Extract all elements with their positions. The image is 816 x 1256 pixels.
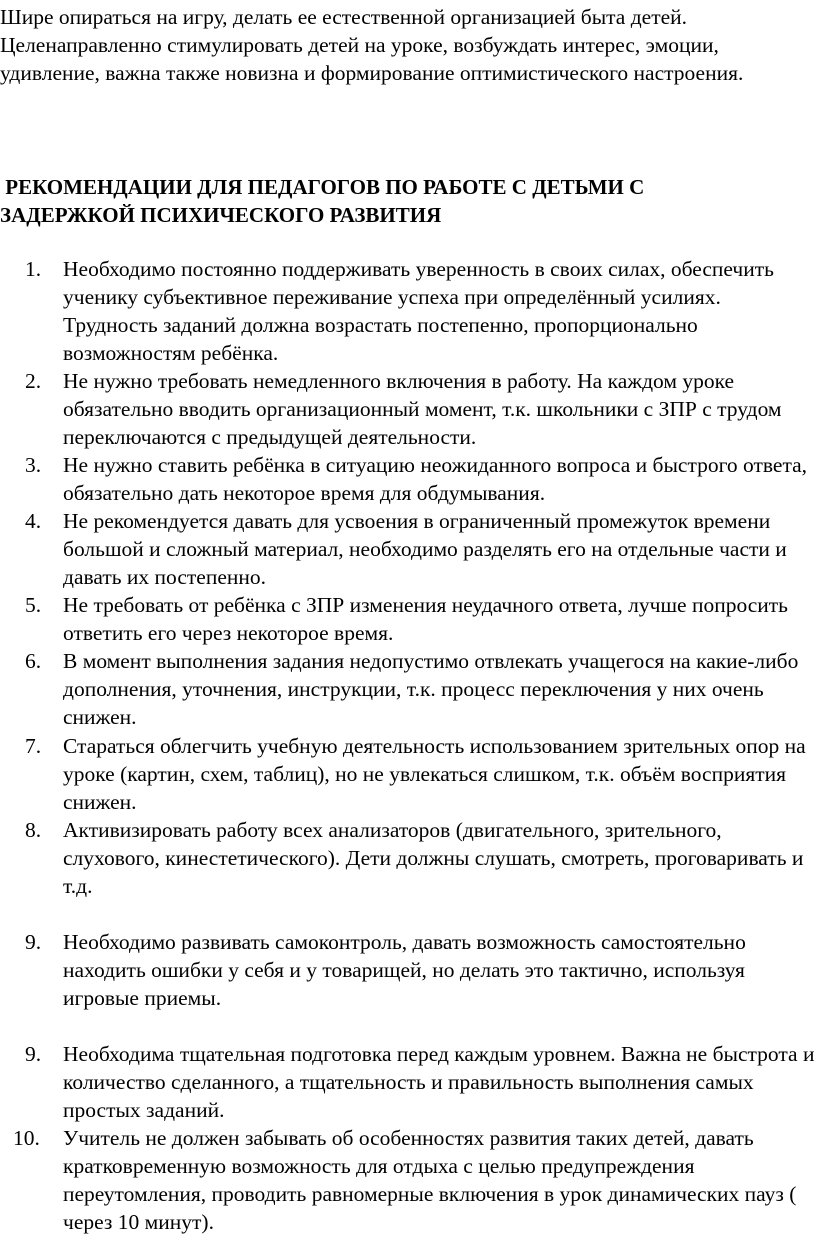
list-item-3 (0, 451, 812, 507)
list-item-5 (0, 591, 812, 647)
list-item-number: 1. (25, 257, 42, 281)
list-item-8 (0, 816, 812, 900)
list-item-number: 4. (25, 509, 42, 533)
list-item-text: Не нужно требовать немедленного включения в работу. На каждом уроке обязательно вводить организационный момент, т.к. школьники с ЗПР с трудом переключаются с предыдущей деятельности. (63, 369, 782, 449)
list-item-4 (0, 507, 812, 591)
list-item-number: 5. (25, 593, 42, 617)
list-item-1 (0, 255, 812, 367)
section-heading (0, 173, 812, 229)
section-heading-line-1: РЕКОМЕНДАЦИИ ДЛЯ ПЕДАГОГОВ ПО РАБОТЕ С ДЕТЬМИ С (0, 175, 645, 199)
list-item-text: Не рекомендуется давать для усвоения в ограниченный промежуток времени большой и сложный материал, необходимо разделять его на отдельные части и давать их постепенно. (63, 509, 787, 589)
list-item-text: Не требовать от ребёнка с ЗПР изменения неудачного ответа, лучше попросить ответить его через некоторое время. (63, 593, 788, 645)
list-item-6 (0, 647, 812, 731)
list-item-10 (0, 1124, 812, 1236)
list-item-number: 7. (25, 734, 42, 758)
list-item-text: Активизировать работу всех анализаторов (двигательного, зрительного, слухового, кинестетического). Дети должны слушать, смотреть, проговаривать и т.д. (63, 818, 804, 898)
list-item-text: В момент выполнения задания недопустимо отвлекать учащегося на какие-либо дополнения, уточнения, инструкции, т.к. процесс переключения у них очень снижен. (63, 649, 799, 729)
list-item-text: Необходимо развивать самоконтроль, давать возможность самостоятельно находить ошибки у себя и у товарищей, но делать это тактично, используя игровые приемы. (63, 930, 746, 1010)
list-item-number: 6. (25, 649, 42, 673)
section-heading-line-2: ЗАДЕРЖКОЙ ПСИХИЧЕСКОГО РАЗВИТИЯ (0, 203, 442, 227)
list-item-9b (0, 1040, 815, 1124)
list-item-number: 3. (25, 453, 42, 477)
list-item-9a (0, 928, 812, 1012)
list-item-number: 2. (25, 369, 42, 393)
intro-paragraph: Шире опираться на игру, делать ее естественной организацией быта детей. Целенаправленно стимулировать детей на уроке, возбуждать интерес, эмоции, удивление, важна также новизна и формирование оптимистического настроения. (0, 5, 744, 85)
list-item-7 (0, 732, 812, 816)
list-item-text: Не нужно ставить ребёнка в ситуацию неожиданного вопроса и быстрого ответа, обязательно дать некоторое время для обдумывания. (63, 453, 808, 505)
list-item-text: Учитель не должен забывать об особенностях развития таких детей, давать кратковременную возможность для отдыха с целью предупреждения переутомления, проводить равномерные включения в урок динамических пауз ( через 10 минут). (63, 1126, 797, 1234)
list-item-number: 9. (25, 1042, 42, 1066)
list-item-text: Необходима тщательная подготовка перед каждым уровнем. Важна не быстрота и количество сделанного, а тщательность и правильность выполнения самых простых заданий. (63, 1042, 815, 1122)
list-item-number: 8. (25, 818, 42, 842)
list-item-number: 10. (13, 1126, 40, 1150)
list-item-text: Стараться облегчить учебную деятельность использованием зрительных опор на уроке (картин, схем, таблиц), но не увлекаться слишком, т.к. объём восприятия снижен. (63, 734, 806, 814)
list-item-number: 9. (25, 930, 42, 954)
list-item-2 (0, 367, 812, 451)
list-item-text: Необходимо постоянно поддерживать уверенность в своих силах, обеспечить ученику субъективное переживание успеха при определённый усилиях. Трудность заданий должна возрастать постепенно, пропорционально возможностям ребёнка. (63, 257, 774, 365)
